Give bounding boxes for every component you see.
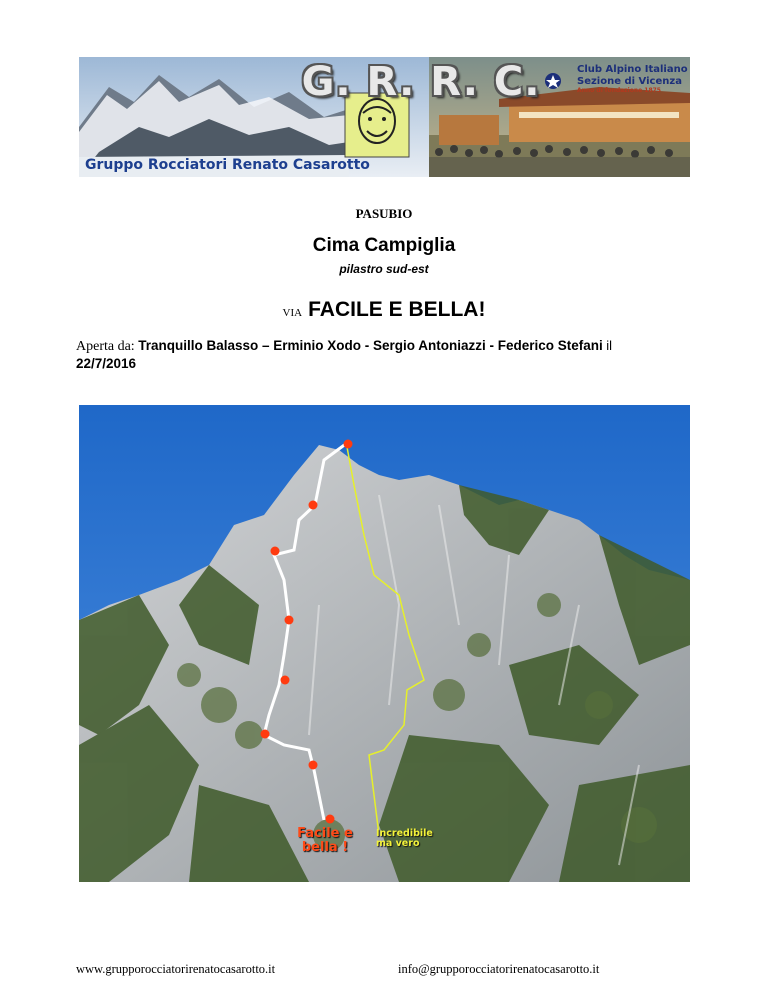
belay-point <box>344 440 353 449</box>
route-title <box>0 298 768 322</box>
route-label-red-line2: bella ! <box>301 839 349 855</box>
cai-label: Club Alpino Italiano <box>577 64 688 75</box>
footer-website[interactable]: www.grupporocciatorirenatocasarotto.it <box>76 962 276 976</box>
region-heading: PASUBIO <box>355 206 413 221</box>
belay-point <box>261 730 270 739</box>
route-name: FACILE E BELLA! <box>308 298 486 321</box>
belay-point <box>309 761 318 770</box>
route-label-yellow-line2: ma vero <box>376 837 420 849</box>
footer-email[interactable]: info@grupporocciatorirenatocasarotto.it <box>398 962 600 976</box>
date-connector: il <box>606 338 613 353</box>
face-subheading: pilastro sud-est <box>339 262 429 276</box>
belay-point <box>309 501 318 510</box>
opened-by-paragraph <box>76 337 696 373</box>
route-label-yellow <box>376 829 433 849</box>
peak-heading: Cima Campiglia <box>312 235 456 256</box>
mountain-illustration <box>79 405 690 882</box>
header-banner <box>79 57 690 177</box>
belay-point <box>271 547 280 556</box>
opening-date: 22/7/2016 <box>76 356 137 371</box>
banner-title: G. R. R. C. <box>301 59 541 105</box>
route-topo-photo <box>79 405 690 882</box>
opened-by-label: Aperta da: <box>76 339 135 354</box>
climbers-list: Tranquillo Balasso – Erminio Xodo - Sergio Antoniazzi - Federico Stefani <box>138 338 603 353</box>
belay-point <box>285 616 294 625</box>
cai-section-label: Sezione di Vicenza <box>577 76 682 87</box>
banner-subtitle: Gruppo Rocciatori Renato Casarotto <box>85 157 370 173</box>
route-label-red-line1: Facile e <box>297 826 353 841</box>
route-label-red <box>297 827 353 854</box>
belay-point <box>281 676 290 685</box>
route-label-yellow-line1: Incredibile <box>376 828 433 839</box>
route-prefix: VIA <box>282 307 303 319</box>
belay-point <box>326 815 335 824</box>
cai-founding-label: Anno di fondazione 1875 <box>577 87 661 94</box>
